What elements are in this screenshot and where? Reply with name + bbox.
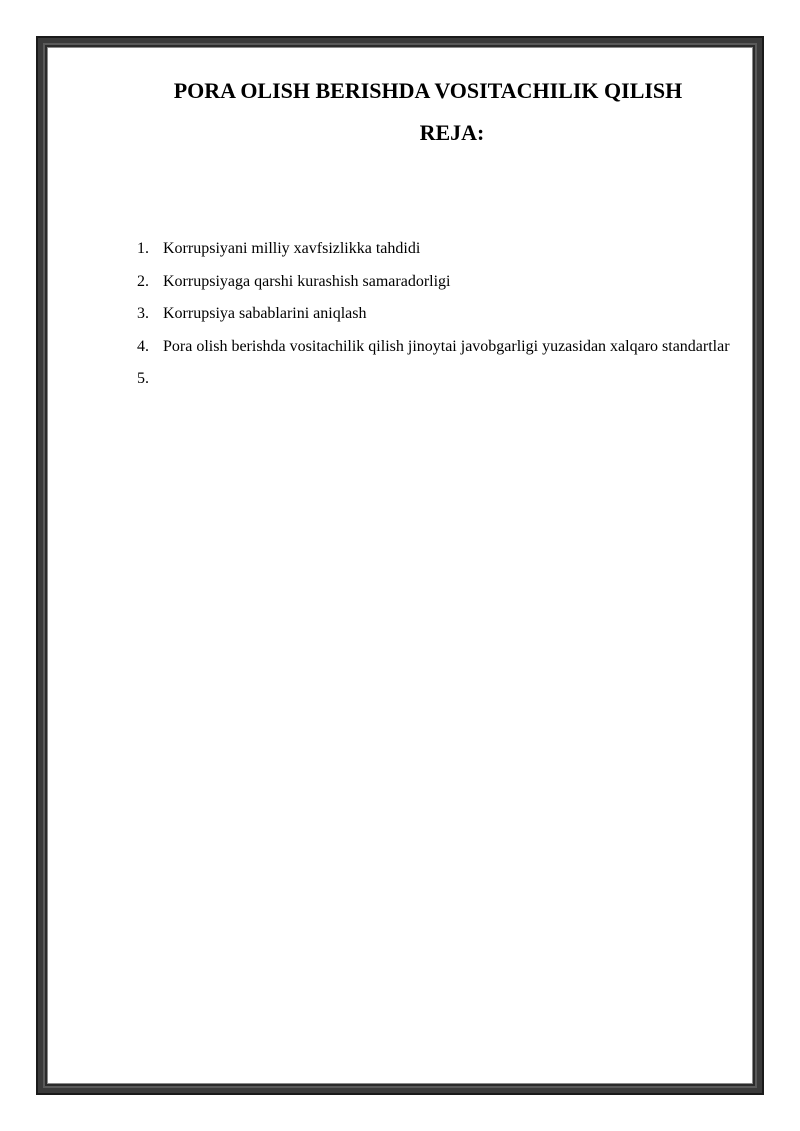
plan-heading: REJA:	[419, 120, 485, 145]
document-title: PORA OLISH BERISHDA VOSITACHILIK QILISH	[173, 78, 683, 103]
plan-item-text: Pora olish berishda vositachilik qilish jinoytai javobgarligi yuzasidan xalqaro standartlar	[163, 337, 730, 355]
plan-item-number: 4.	[137, 337, 149, 355]
plan-item-2	[137, 266, 752, 299]
plan-item-1	[137, 233, 752, 266]
plan-item-text: Korrupsiyani milliy xavfsizlikka tahdidi	[163, 240, 421, 257]
plan-item-5	[137, 363, 752, 396]
page-content-area	[47, 47, 753, 1084]
plan-item-number: 2.	[137, 272, 149, 290]
plan-item-3	[137, 298, 752, 331]
plan-item-number: 5.	[137, 370, 149, 387]
plan-item-text: Korrupsiya sabablarini aniqlash	[163, 305, 367, 322]
plan-item-number: 1.	[137, 240, 149, 257]
plan-item-text: Korrupsiyaga qarshi kurashish samaradorligi	[163, 272, 451, 290]
plan-list	[137, 233, 752, 396]
plan-item-number: 3.	[137, 305, 149, 322]
plan-item-4	[137, 331, 752, 364]
page-border-frame	[36, 36, 764, 1095]
page-border-middle	[43, 43, 757, 1088]
